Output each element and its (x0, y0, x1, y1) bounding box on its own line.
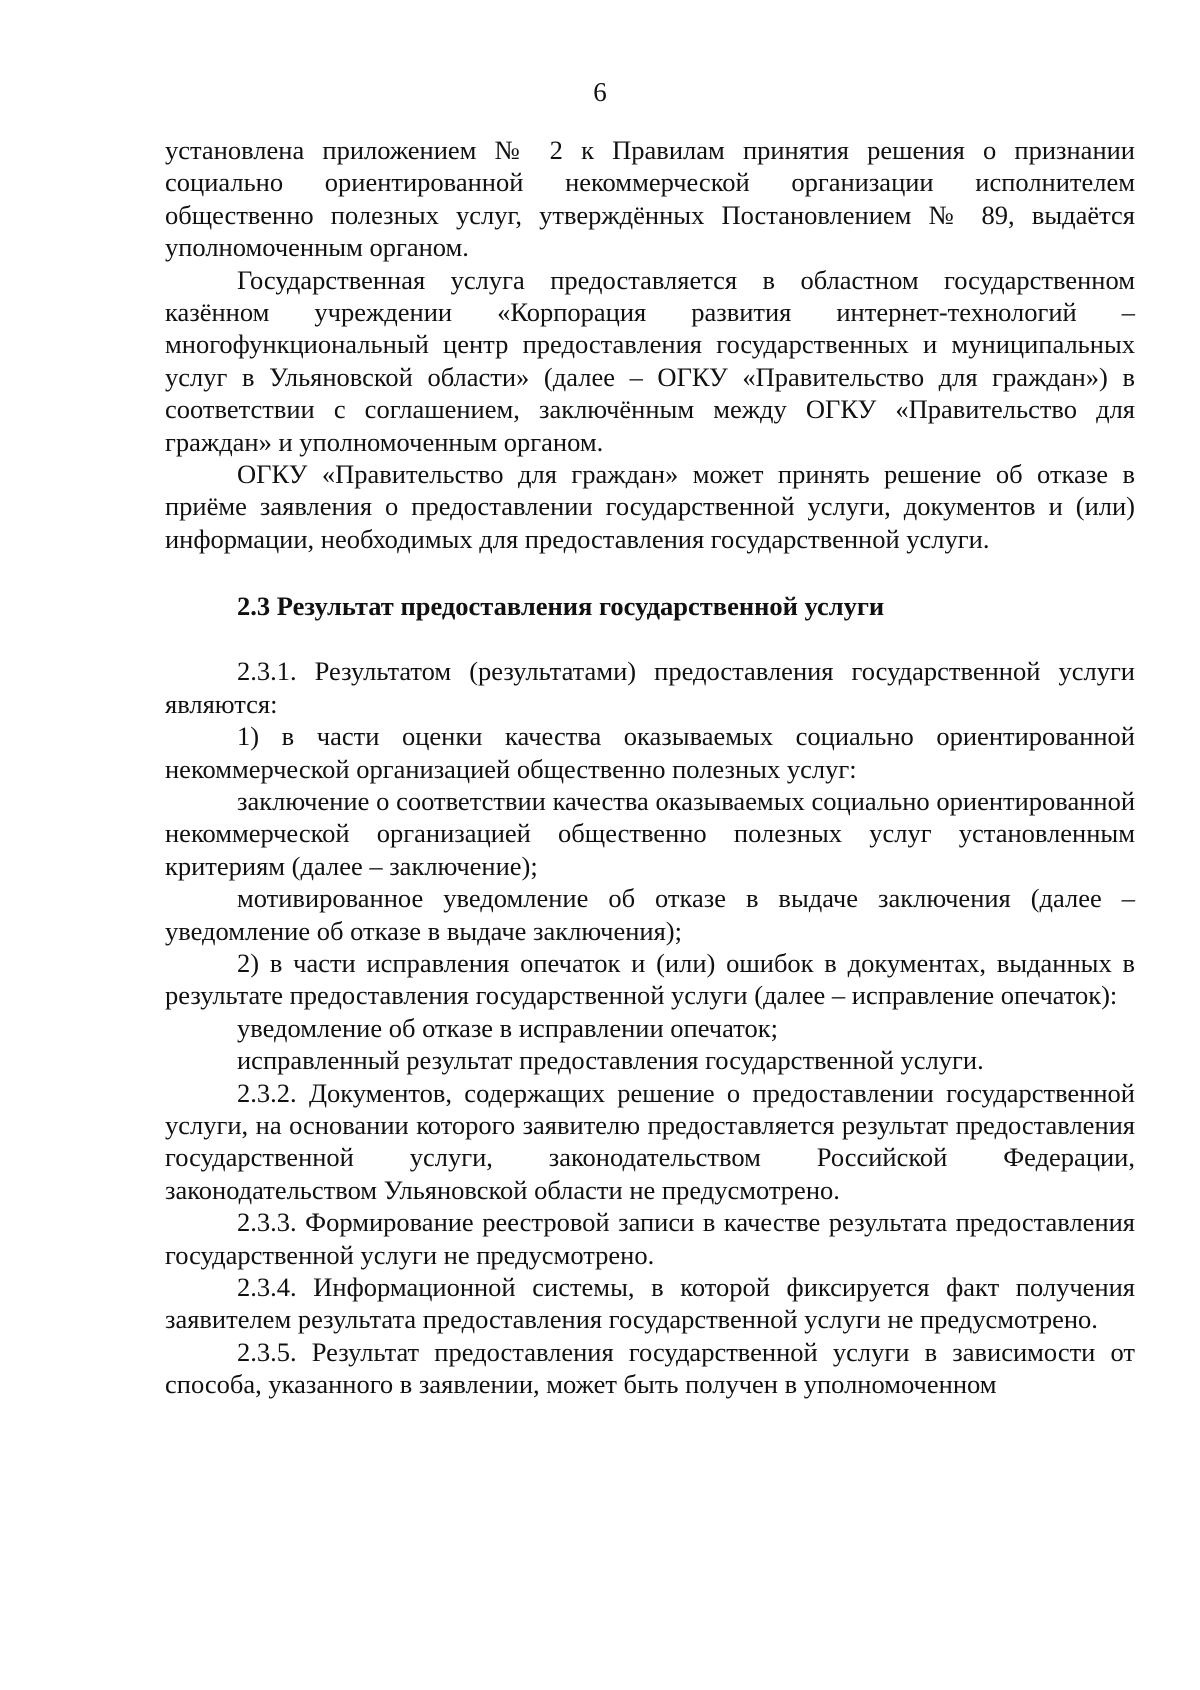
paragraph-2-3-1: 2.3.1. Результатом (результатами) предоставления государственной услуги являются: (165, 656, 1135, 719)
paragraph-conclusion: заключение о соответствии качества оказываемых социально ориентированной некоммерческой организацией общественно полезных услуг установленным критериям (далее – заключение); (165, 785, 1135, 881)
paragraph-refusal-decision: ОГКУ «Правительство для граждан» может принять решение об отказе в приёме заявления о предоставлении государственной услуги, документов и (или) информации, необходимых для предоставления государственной услуги. (165, 459, 1135, 554)
paragraph-item-1: 1) в части оценки качества оказываемых социально ориентированной некоммерческой организацией общественно полезных услуг: (165, 721, 1135, 784)
document-body (165, 134, 1135, 1401)
paragraph-typo-refusal: уведомление об отказе в исправлении опечаток; (237, 1012, 778, 1043)
section-heading: 2.3 Результат предоставления государственной услуги (237, 591, 885, 622)
paragraph-2-3-3: 2.3.3. Формирование реестровой записи в качестве результата предоставления государственной услуги не предусмотрено. (165, 1207, 1135, 1270)
paragraph-corrected-result: исправленный результат предоставления государственной услуги. (237, 1045, 984, 1076)
paragraph-2-3-2: 2.3.2. Документов, содержащих решение о предоставлении государственной услуги, на основании которого заявителю предоставляется результат предоставления государственной услуги, законодательством Российской Федерации, законодательством Ульяновской области не предусмотрено. (165, 1077, 1135, 1205)
paragraph-2-3-5: 2.3.5. Результат предоставления государственной услуги в зависимости от способа, указанного в заявлении, может быть получен в уполномоченном (165, 1336, 1135, 1400)
page-number: 6 (593, 77, 607, 107)
paragraph-service-provider: Государственная услуга предоставляется в областном государственном казённом учреждении «Корпорация развития интернет-технологий – многофункциональный центр предоставления государственных и муниципальных услуг в Ульяновской области» (далее – ОГКУ «Правительство для граждан») в соответствии с соглашением, заключённым между ОГКУ «Правительство для граждан» и уполномоченным органом. (165, 264, 1135, 457)
paragraph-refusal-notice: мотивированное уведомление об отказе в выдаче заключения (далее – уведомление об отказе в выдаче заключения); (165, 883, 1135, 946)
paragraph-issuance: установлена приложением № 2 к Правилам принятия решения о признании социально ориентированной некоммерческой организации исполнителем общественно полезных услуг, утверждённых Постановлением № 89, выдаётся уполномоченным органом. (165, 135, 1135, 263)
paragraph-2-3-4: 2.3.4. Информационной системы, в которой фиксируется факт получения заявителем результата предоставления государственной услуги не предусмотрено. (165, 1272, 1135, 1335)
paragraph-item-2: 2) в части исправления опечаток и (или) ошибок в документах, выданных в результате предоставления государственной услуги (далее – исправление опечаток): (165, 947, 1135, 1011)
